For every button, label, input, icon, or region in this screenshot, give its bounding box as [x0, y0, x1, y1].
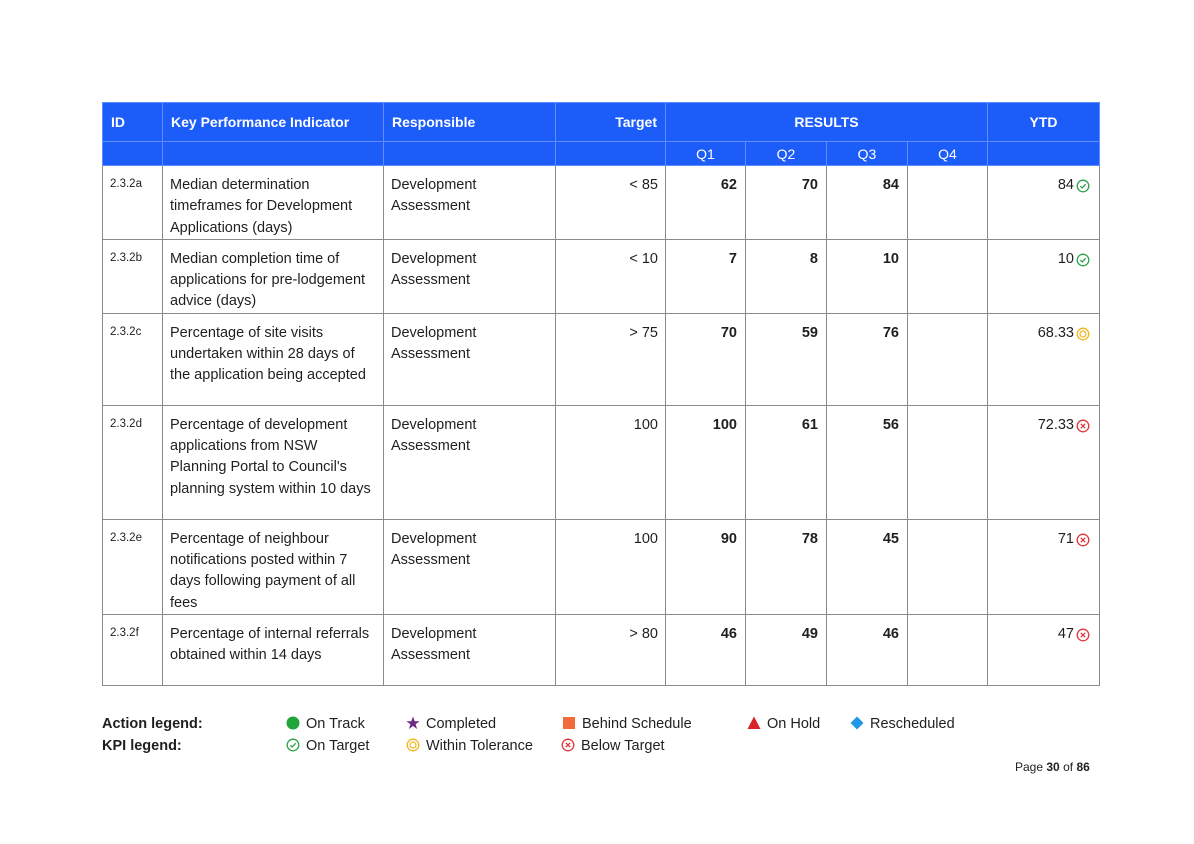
- legend-below-target: [561, 738, 665, 754]
- cross-circle-icon: [1076, 419, 1090, 433]
- cell-q3: 46: [827, 614, 908, 685]
- cell-q3: 84: [827, 166, 908, 240]
- ytd-value: 84: [1057, 177, 1074, 193]
- cell-responsible: Development Assessment: [384, 614, 556, 685]
- header-id: ID: [103, 103, 163, 142]
- table-row: [103, 239, 1100, 313]
- cell-q1: 70: [666, 313, 746, 405]
- cell-ytd: [988, 405, 1100, 519]
- cell-id: 2.3.2c: [103, 313, 163, 405]
- cell-q2: 59: [746, 313, 827, 405]
- ytd-value: 71: [1057, 530, 1074, 547]
- target-circle-icon: [406, 738, 420, 752]
- cell-q2: 49: [746, 614, 827, 685]
- cell-responsible: Development Assessment: [384, 313, 556, 405]
- cross-circle-icon: [1076, 533, 1090, 547]
- cell-q3: 76: [827, 313, 908, 405]
- cell-kpi: Median completion time of applications for pre-lodgement advice (days): [163, 239, 384, 313]
- table-subheader-row: [103, 142, 1100, 166]
- legend-label: On Target: [306, 738, 370, 754]
- cell-ytd: [988, 313, 1100, 405]
- page-number: [1015, 760, 1090, 774]
- header-q4: Q4: [908, 142, 988, 166]
- cell-q1: 100: [666, 405, 746, 519]
- table-row: [103, 405, 1100, 519]
- legend-completed: [406, 716, 496, 732]
- cell-q3: 56: [827, 405, 908, 519]
- cell-kpi: Percentage of internal referrals obtained within 14 days: [163, 614, 384, 685]
- header-q3: Q3: [827, 142, 908, 166]
- cell-kpi: Percentage of development applications from NSW Planning Portal to Council's planning system within 10 days: [163, 405, 384, 519]
- page-prefix: Page: [1015, 760, 1044, 774]
- cell-target: 100: [556, 519, 666, 614]
- header-q2: Q2: [746, 142, 827, 166]
- cell-ytd: [988, 239, 1100, 313]
- cross-circle-icon: [561, 738, 575, 752]
- legend-within-tolerance: [406, 738, 533, 754]
- cell-q1: 46: [666, 614, 746, 685]
- legend-label: Within Tolerance: [426, 738, 533, 754]
- ytd-value: 10: [1057, 250, 1074, 267]
- legend-behind-schedule: [562, 716, 692, 732]
- action-legend-title: Action legend:: [102, 716, 203, 732]
- header-kpi: Key Performance Indicator: [163, 103, 384, 142]
- cell-q1: 7: [666, 239, 746, 313]
- cell-q4: [908, 519, 988, 614]
- legend-label: On Track: [306, 716, 365, 732]
- cell-q4: [908, 166, 988, 240]
- cell-q1: 62: [666, 166, 746, 240]
- cell-q3: 10: [827, 239, 908, 313]
- cell-kpi: Median determination timeframes for Development Applications (days): [163, 166, 384, 240]
- legend-on-hold: [747, 716, 820, 732]
- cell-id: 2.3.2e: [103, 519, 163, 614]
- cell-kpi: Percentage of site visits undertaken within 28 days of the application being accepted: [163, 313, 384, 405]
- table-row: [103, 519, 1100, 614]
- check-circle-icon: [1076, 179, 1090, 193]
- header-responsible: Responsible: [384, 103, 556, 142]
- header-results: RESULTS: [666, 103, 988, 142]
- header-target: Target: [556, 103, 666, 142]
- cell-id: 2.3.2f: [103, 614, 163, 685]
- page-total: 86: [1076, 760, 1090, 774]
- header-q1: Q1: [666, 142, 746, 166]
- cell-q4: [908, 405, 988, 519]
- cell-q4: [908, 239, 988, 313]
- cell-target: > 75: [556, 313, 666, 405]
- legend-label: Below Target: [581, 738, 665, 754]
- cell-ytd: [988, 519, 1100, 614]
- ytd-value: 72.33: [1037, 416, 1074, 433]
- subheader-blank: [163, 142, 384, 166]
- legend-label: On Hold: [767, 716, 821, 732]
- red-triangle-icon: [747, 716, 761, 730]
- cell-ytd: [988, 614, 1100, 685]
- kpi-table: [102, 102, 1100, 686]
- subheader-blank: [103, 142, 163, 166]
- purple-star-icon: [406, 716, 420, 730]
- check-circle-icon: [286, 738, 300, 752]
- table-row: [103, 166, 1100, 240]
- page-current: 30: [1046, 760, 1060, 774]
- cell-id: 2.3.2a: [103, 166, 163, 240]
- ytd-value: 68.33: [1037, 324, 1074, 341]
- orange-square-icon: [562, 716, 576, 730]
- target-circle-icon: [1076, 327, 1090, 341]
- table-row: [103, 313, 1100, 405]
- blue-diamond-icon: [850, 716, 864, 730]
- cell-q2: 78: [746, 519, 827, 614]
- cell-target: < 10: [556, 239, 666, 313]
- cell-ytd: [988, 166, 1100, 240]
- cell-responsible: Development Assessment: [384, 239, 556, 313]
- legend: [102, 716, 1002, 760]
- cell-id: 2.3.2b: [103, 239, 163, 313]
- ytd-value: 47: [1057, 625, 1074, 642]
- green-circle-icon: [286, 716, 300, 730]
- legend-on-target: [286, 738, 369, 754]
- cell-q2: 70: [746, 166, 827, 240]
- kpi-legend-title: KPI legend:: [102, 738, 182, 754]
- subheader-blank: [556, 142, 666, 166]
- cell-kpi: Percentage of neighbour notifications posted within 7 days following payment of all fees: [163, 519, 384, 614]
- page-of: of: [1063, 760, 1074, 774]
- legend-label: Behind Schedule: [582, 716, 692, 732]
- cell-q4: [908, 313, 988, 405]
- cell-responsible: Development Assessment: [384, 519, 556, 614]
- cell-target: > 80: [556, 614, 666, 685]
- cell-target: < 85: [556, 166, 666, 240]
- subheader-blank: [384, 142, 556, 166]
- table-header-row: [103, 103, 1100, 142]
- cell-q4: [908, 614, 988, 685]
- cross-circle-icon: [1076, 628, 1090, 642]
- legend-rescheduled: [850, 716, 955, 732]
- legend-label: Rescheduled: [870, 716, 955, 732]
- legend-label: Completed: [426, 716, 497, 732]
- cell-q1: 90: [666, 519, 746, 614]
- legend-on-track: [286, 716, 365, 732]
- cell-responsible: Development Assessment: [384, 166, 556, 240]
- subheader-blank: [988, 142, 1100, 166]
- cell-q3: 45: [827, 519, 908, 614]
- cell-id: 2.3.2d: [103, 405, 163, 519]
- cell-q2: 61: [746, 405, 827, 519]
- cell-q2: 8: [746, 239, 827, 313]
- cell-target: 100: [556, 405, 666, 519]
- check-circle-icon: [1076, 253, 1090, 267]
- cell-responsible: Development Assessment: [384, 405, 556, 519]
- header-ytd: YTD: [988, 103, 1100, 142]
- table-row: [103, 614, 1100, 685]
